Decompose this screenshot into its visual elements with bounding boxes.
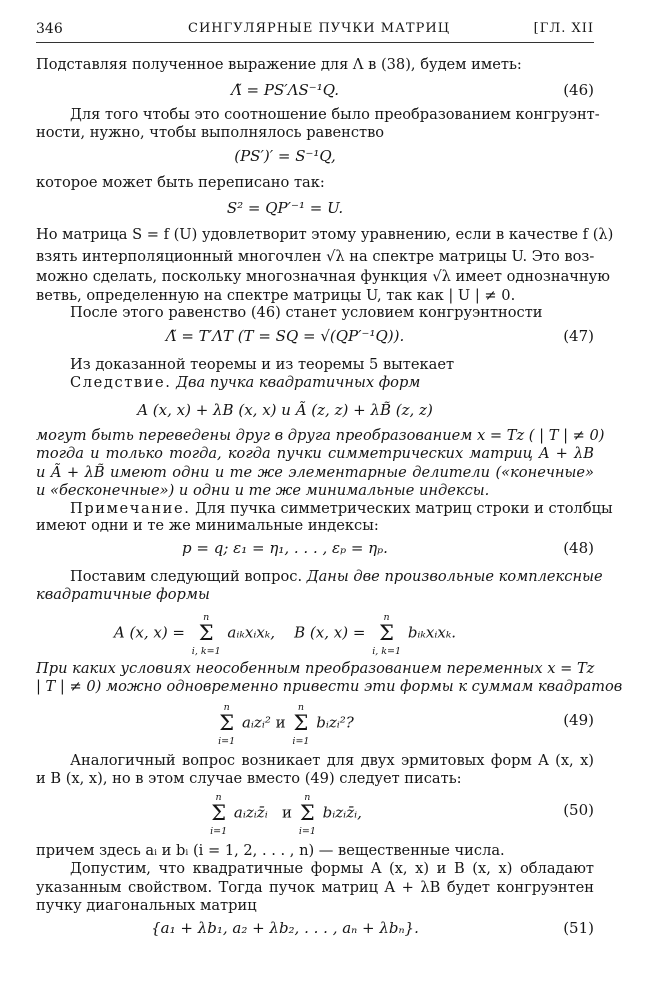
sum-lower: i, k=1	[191, 646, 221, 657]
question-line	[36, 568, 603, 586]
sum-upper: n	[383, 612, 390, 623]
text-line: указанным свойством. Тогда пучок матриц A + λB будет конгруэнтен	[36, 879, 594, 896]
text-line: Для того чтобы это соотношение было преобразованием конгруэнт-	[70, 106, 600, 123]
sigma-glyph: Σ	[219, 711, 235, 735]
text-line: ветвь, определенную на спектре матрицы U, так как | U | ≠ 0.	[36, 287, 516, 304]
text-line: могут быть переведены друг в друга преобразованием x = Tz ( | T | ≠ 0)	[36, 427, 605, 444]
corollary-line	[36, 374, 594, 392]
equation-body	[36, 610, 534, 657]
equation-body: {a₁ + λb₁, a₂ + λb₂, . . . , aₙ + λbₙ}.	[151, 919, 419, 937]
sigma-glyph: Σ	[198, 621, 214, 645]
question-plain: Поставим следующий вопрос.	[70, 568, 303, 585]
text-line: После этого равенство (46) станет условием конгруэнтности	[70, 304, 543, 321]
remark-line	[36, 500, 613, 518]
corollary-text: Два пучка квадратичных форм	[176, 374, 421, 391]
conjunction: и	[275, 713, 286, 732]
equation-number: (46)	[563, 81, 594, 99]
sum-lower: i=1	[292, 736, 310, 747]
sum-lower: i=1	[298, 826, 316, 837]
equation-number: (51)	[563, 919, 594, 937]
text-line: Аналогичный вопрос возникает для двух эрмитовых форм A (x, x)	[70, 752, 594, 769]
text-line: | T | ≠ 0) можно одновременно привести эти формы к суммам квадратов	[36, 678, 623, 695]
equation-body: A (x, x) + λB (x, x) и Ã (z, z) + λB̃ (z, z)	[137, 401, 433, 419]
equation-body	[36, 700, 534, 747]
text-line: можно сделать, поскольку многозначная функция √λ имеет однозначную	[36, 268, 610, 285]
text-line: взять интерполяционный многочлен √λ на спектре матрицы U. Это воз-	[36, 248, 595, 265]
sum-term: aᵢzᵢz̄ᵢ	[233, 803, 268, 822]
text-line: имеют одни и те же минимальные индексы:	[36, 517, 379, 534]
text-line: Подставляя полученное выражение для Λ в (38), будем иметь:	[36, 56, 522, 73]
equation-body: Λ̃ = PS′ΛS⁻¹Q.	[230, 81, 340, 99]
equation-body: Λ̃ = T′ΛT (T = SQ = √(QP′⁻¹Q)).	[165, 327, 405, 345]
equation-body: (PS′)′ = S⁻¹Q,	[234, 147, 336, 165]
equation-body: p = q; ε₁ = η₁, . . . , εₚ = ηₚ.	[182, 539, 388, 557]
form-a-term: aᵢₖxᵢxₖ,	[227, 623, 276, 642]
sum-upper: n	[215, 792, 222, 803]
text-line: Из доказанной теоремы и из теоремы 5 вытекает	[70, 356, 455, 373]
sum-lower: i=1	[218, 736, 236, 747]
text-line: квадратичные формы	[36, 586, 210, 603]
text-line: и B (x, x), но в этом случае вместо (49) следует писать:	[36, 770, 462, 787]
sum-symbol	[218, 700, 235, 747]
sum-symbol	[299, 790, 316, 837]
sigma-glyph: Σ	[379, 621, 395, 645]
chapter-label: [ГЛ. XII	[533, 21, 594, 36]
equation-number: (47)	[563, 327, 594, 345]
remark-label: Примечание.	[70, 500, 191, 517]
text-line: тогда и только тогда, когда пучки симметрических матриц A + λB	[36, 445, 594, 462]
form-b-term: bᵢₖxᵢxₖ.	[407, 623, 457, 642]
sum-upper: n	[223, 702, 230, 713]
remark-text: Для пучка симметрических матриц строки и столбцы	[195, 500, 613, 517]
equation-number: (49)	[563, 711, 594, 729]
equation-body	[36, 790, 534, 837]
text-line: пучку диагональных матриц	[36, 897, 257, 914]
form-b-label: B (x, x) =	[294, 623, 366, 642]
sum-upper: n	[304, 792, 311, 803]
sum-term: bᵢzᵢ²?	[316, 713, 354, 732]
text-line: Но матрица S = f (U) удовлетворит этому уравнению, если в качестве f (λ)	[36, 226, 614, 243]
sigma-glyph: Σ	[211, 801, 227, 825]
equation-body: S² = QP′⁻¹ = U.	[226, 199, 344, 217]
text-line: ности, нужно, чтобы выполнялось равенство	[36, 124, 385, 141]
text-line: которое может быть переписано так:	[36, 174, 325, 191]
sum-upper: n	[203, 612, 210, 623]
sum-symbol	[192, 610, 221, 657]
sum-upper: n	[297, 702, 304, 713]
sum-symbol	[372, 610, 401, 657]
equation-number: (50)	[563, 801, 594, 819]
header-rule	[36, 42, 594, 43]
text-line: Допустим, что квадратичные формы A (x, x) и B (x, x) обладают	[70, 860, 594, 877]
sigma-glyph: Σ	[299, 801, 315, 825]
sum-term: aᵢzᵢ²	[241, 713, 271, 732]
equation-number: (48)	[563, 539, 594, 557]
equation-50	[36, 790, 594, 837]
question-italic: Даны две произвольные комплексные	[306, 568, 603, 585]
sum-symbol	[292, 700, 309, 747]
text-line: и «бесконечные») и одни и те же минимальные индексы.	[36, 482, 490, 499]
running-title: СИНГУЛЯРНЫЕ ПУЧКИ МАТРИЦ	[188, 21, 451, 36]
sum-lower: i, k=1	[372, 646, 402, 657]
form-a-label: A (x, x) =	[113, 623, 186, 642]
text-line: При каких условиях неособенным преобразованием переменных x = Tz	[36, 660, 595, 677]
sum-term: bᵢzᵢz̄ᵢ,	[322, 803, 362, 822]
equation-forms	[36, 610, 594, 657]
corollary-label: Следствие.	[70, 374, 172, 391]
text-line: и Ã + λB̃ имеют одни и те же элементарные делители («конечные»	[36, 464, 594, 481]
sum-lower: i=1	[210, 826, 228, 837]
sigma-glyph: Σ	[293, 711, 309, 735]
equation-49	[36, 700, 594, 747]
text-line: причем здесь aᵢ и bᵢ (i = 1, 2, . . . , n) — вещественные числа.	[36, 842, 505, 859]
conjunction: и	[282, 803, 293, 822]
page-number: 346	[36, 21, 63, 37]
sum-symbol	[210, 790, 227, 837]
